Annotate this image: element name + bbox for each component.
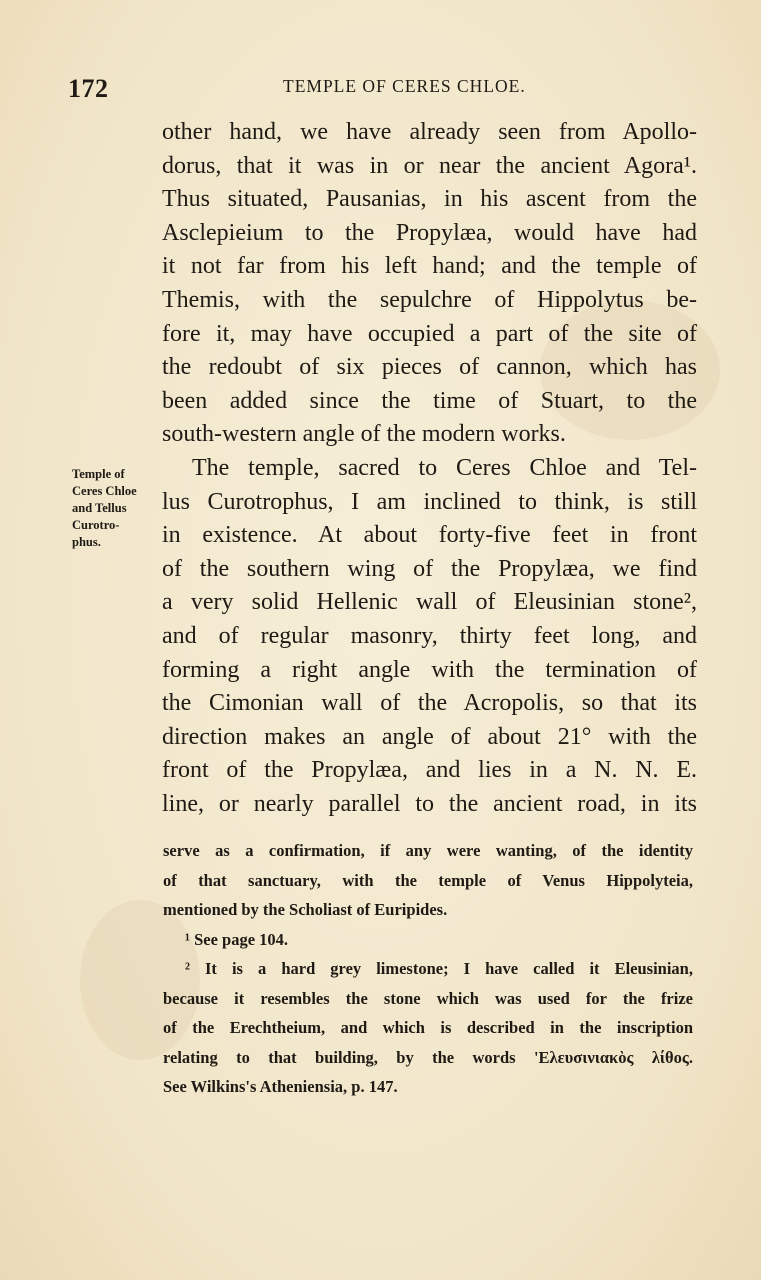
text-line: in existence. At about forty-five feet in front xyxy=(162,522,697,549)
marginal-note-line: Ceres Chloe xyxy=(72,484,137,498)
footnote-line: of the Erechtheium, and which is described in the inscription xyxy=(163,1018,693,1037)
text-line: it not far from his left hand; and the temple of xyxy=(162,253,697,280)
text-line: south-western angle of the modern works. xyxy=(162,421,566,448)
footnote-line: See Wilkins's Atheniensia, p. 147. xyxy=(163,1077,398,1096)
marginal-note-line: Temple of xyxy=(72,467,125,481)
text-line: Asclepieium to the Propylæa, would have had xyxy=(162,219,697,246)
text-line: the Cimonian wall of the Acropolis, so that its xyxy=(162,690,697,717)
text-line: forming a right angle with the termination of xyxy=(162,656,697,683)
footnote-line: relating to that building, by the words 'Ελευσινιακὸς λίθος. xyxy=(163,1047,693,1067)
running-title: TEMPLE OF CERES CHLOE. xyxy=(283,76,526,96)
text-line: front of the Propylæa, and lies in a N. N. E. xyxy=(162,757,697,784)
footnotes xyxy=(163,836,693,1102)
text-line: fore it, may have occupied a part of the site of xyxy=(162,320,697,347)
footnote-line: of that sanctuary, with the temple of Venus Hippolyteia, xyxy=(163,870,693,890)
text-line: Themis, with the sepulchre of Hippolytus be- xyxy=(162,286,697,313)
marginal-note-line: and Tellus xyxy=(72,501,127,515)
marginal-note xyxy=(72,466,162,551)
footnote-line: because it resembles the stone which was used for the frize xyxy=(163,988,693,1008)
text-line: dorus, that it was in or near the ancient Agora¹. xyxy=(162,152,697,179)
marginal-note-line: Curotro- xyxy=(72,518,120,532)
footnote-line: mentioned by the Scholiast of Euripides. xyxy=(163,900,448,919)
text-line: of the southern wing of the Propylæa, we find xyxy=(162,555,697,582)
footnote-1: ¹ See page 104. xyxy=(185,929,289,949)
marginal-note-line: phus. xyxy=(72,535,101,549)
text-line: been added since the time of Stuart, to the xyxy=(162,387,697,414)
text-line: Thus situated, Pausanias, in his ascent from the xyxy=(162,186,697,213)
text-line: the redoubt of six pieces of cannon, which has xyxy=(162,354,697,381)
footnote-line: serve as a confirmation, if any were wanting, of the identity xyxy=(163,841,693,860)
paragraph-first-line: The temple, sacred to Ceres Chloe and Tel- xyxy=(192,454,697,481)
text-line: lus Curotrophus, I am inclined to think, is still xyxy=(162,488,697,515)
main-text xyxy=(162,116,697,821)
text-line: direction makes an angle of about 21° with the xyxy=(162,723,697,750)
text-line: other hand, we have already seen from Apollo- xyxy=(162,119,697,145)
page-number: 172 xyxy=(68,74,109,103)
text-line: a very solid Hellenic wall of Eleusinian stone², xyxy=(162,589,697,616)
footnote-2: ² It is a hard grey limestone; I have called it Eleusinian, xyxy=(185,959,693,978)
text-line: and of regular masonry, thirty feet long, and xyxy=(162,622,697,649)
text-line: line, or nearly parallel to the ancient road, in its xyxy=(162,790,697,817)
